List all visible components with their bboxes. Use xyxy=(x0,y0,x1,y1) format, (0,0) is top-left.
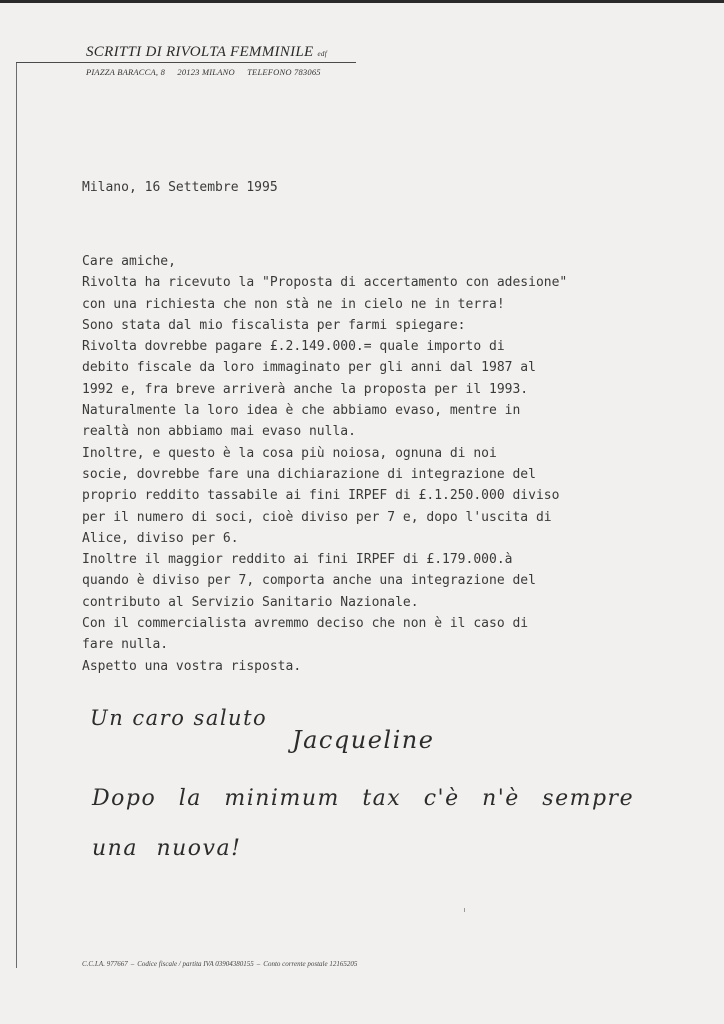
body-line: Con il commercialista avremmo deciso che non è il caso di xyxy=(82,616,529,632)
handwritten-postscript-line-1: Dopo la minimum tax c'è n'è sempre xyxy=(92,786,635,811)
letterhead-rule xyxy=(16,62,356,63)
handwritten-postscript-line-2: una nuova! xyxy=(92,836,242,861)
body-line: Care amiche, xyxy=(82,254,176,269)
body-line: per il numero di soci, cioè diviso per 7 e, dopo l'uscita di xyxy=(82,509,552,525)
telephone: TELEFONO 783065 xyxy=(247,67,321,77)
body-line: realtà non abbiamo mai evaso nulla. xyxy=(82,424,356,440)
handwritten-greeting: Un caro saluto xyxy=(90,706,268,730)
letterhead-name xyxy=(86,44,327,61)
body-line: Sono stata dal mio fiscalista per farmi spiegare: xyxy=(82,317,466,333)
letterhead-footer: C.C.I.A. 977667 – Codice fiscale / partita IVA 03904380155 – Conto corrente postale 12165205 xyxy=(82,960,358,968)
body-line: Alice, diviso per 6. xyxy=(82,530,239,546)
body-line: socie, dovrebbe fare una dichiarazione di integrazione del xyxy=(82,466,536,482)
body-line: Inoltre il maggior reddito ai fini IRPEF di £.179.000.à xyxy=(82,552,513,568)
letter-body xyxy=(82,251,567,677)
publisher-mark: edf xyxy=(317,50,327,58)
body-line: Rivolta dovrebbe pagare £.2.149.000.= quale importo di xyxy=(82,339,505,355)
street-address: PIAZZA BARACCA, 8 xyxy=(86,67,166,77)
body-line: con una richiesta che non stà ne in cielo ne in terra! xyxy=(82,296,505,312)
postal-account: Conto corrente postale 12165205 xyxy=(263,960,358,968)
letter-date: Milano, 16 Settembre 1995 xyxy=(82,180,278,195)
body-line: Inoltre, e questo è la cosa più noiosa, ognuna di noi xyxy=(82,445,497,461)
body-line: Rivolta ha ricevuto la "Proposta di accertamento con adesione" xyxy=(82,275,568,291)
letterhead-address xyxy=(86,67,331,77)
body-line: proprio reddito tassabile ai fini IRPEF di £.1.250.000 diviso xyxy=(82,488,560,504)
organization-name: SCRITTI DI RIVOLTA FEMMINILE xyxy=(86,44,314,60)
paper-speck xyxy=(464,908,465,912)
postal-city: 20123 MILANO xyxy=(177,67,235,77)
fiscal-code: Codice fiscale / partita IVA 03904380155 xyxy=(137,960,254,968)
body-line: Aspetto una vostra risposta. xyxy=(82,658,302,674)
page-top-edge xyxy=(0,0,724,3)
ccia-number: C.C.I.A. 977667 xyxy=(82,960,128,968)
body-line: Naturalmente la loro idea è che abbiamo evaso, mentre in xyxy=(82,403,521,419)
body-line: quando è diviso per 7, comporta anche una integrazione del xyxy=(82,573,536,589)
body-line: debito fiscale da loro immaginato per gli anni dal 1987 al xyxy=(82,360,536,376)
handwritten-signature: Jacqueline xyxy=(292,726,435,754)
body-line: contributo al Servizio Sanitario Nazionale. xyxy=(82,594,419,610)
body-line: fare nulla. xyxy=(82,637,169,653)
body-line: 1992 e, fra breve arriverà anche la proposta per il 1993. xyxy=(82,381,529,397)
margin-rule xyxy=(16,62,17,968)
